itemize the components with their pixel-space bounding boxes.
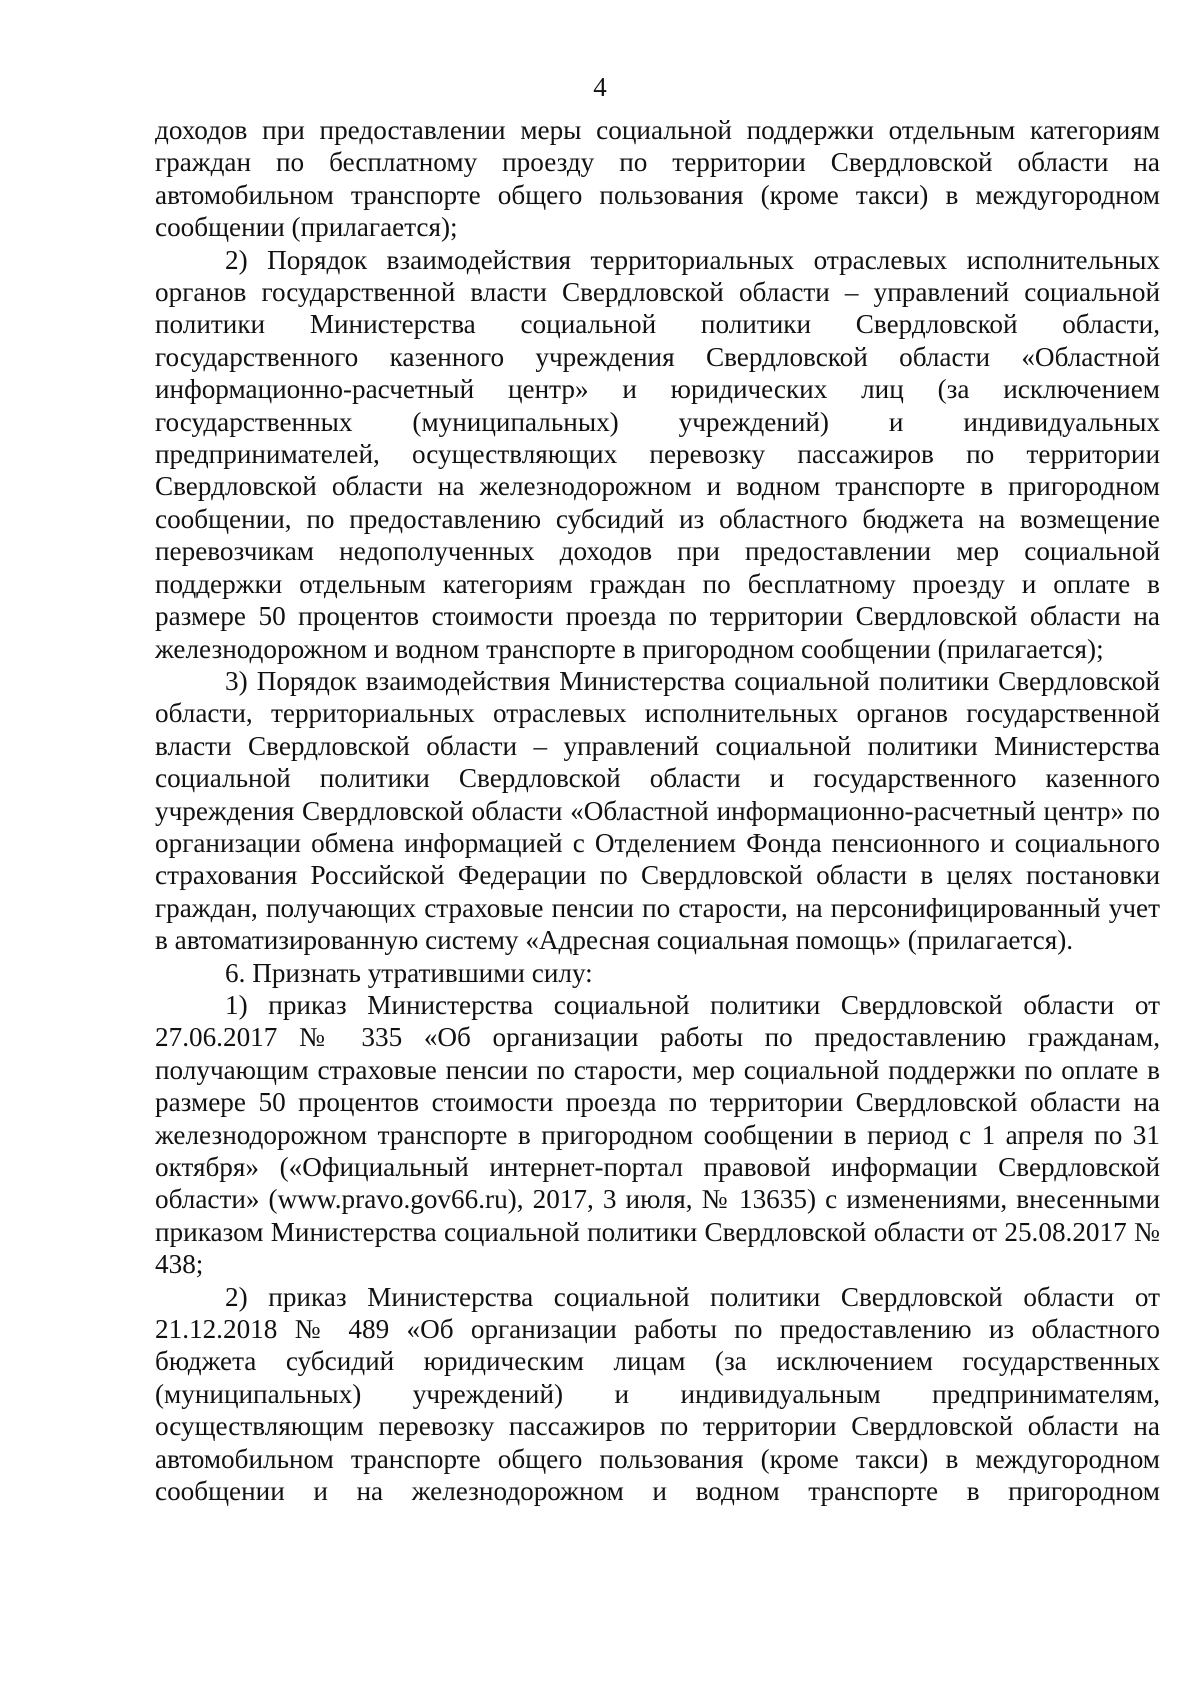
paragraph-continuation: доходов при предоставлении меры социальной поддержки отдельным категориям граждан по бесплатному проезду по территории Свердловской области на автомобильном транспорте общего пользования (кроме такси) в междугородном сообщении (прилагается);: [155, 115, 1160, 243]
page-number: 4: [593, 72, 607, 102]
paragraph-repeal-item-2: 2) приказ Министерства социальной политики Свердловской области от 21.12.2018 № 489 «Об организации работы по предоставлению из областного бюджета субсидий юридическим лицам (за исключением государственных (муниципальных) учреждений) и индивидуальным предпринимателям, осуществляющим перевозку пассажиров по территории Свердловской области на автомобильном транспорте общего пользования (кроме такси) в междугородном сообщении и на железнодорожном и водном транспорте в пригородном: [155, 1281, 1160, 1507]
paragraph-section-6: 6. Признать утратившими силу:: [225, 957, 593, 988]
paragraph-item-2: 2) Порядок взаимодействия территориальных отраслевых исполнительных органов государственной власти Свердловской области – управлений социальной политики Министерства социальной политики Свердловской области, государственного казенного учреждения Свердловской области «Областной информационно-расчетный центр» и юридических лиц (за исключением государственных (муниципальных) учреждений) и индивидуальных предпринимателей, осуществляющих перевозку пассажиров по территории Свердловской области на железнодорожном и водном транспорте в пригородном сообщении, по предоставлению субсидий из областного бюджета на возмещение перевозчикам недополученных доходов при предоставлении мер социальной поддержки отдельным категориям граждан по бесплатному проезду и оплате в размере 50 процентов стоимости проезда по территории Свердловской области на железнодорожном и водном транспорте в пригородном сообщении (прилагается);: [155, 244, 1160, 664]
paragraph-item-3: 3) Порядок взаимодействия Министерства социальной политики Свердловской области, территориальных отраслевых исполнительных органов государственной власти Свердловской области – управлений социальной политики Министерства социальной политики Свердловской области и государственного казенного учреждения Свердловской области «Областной информационно-расчетный центр» по организации обмена информацией с Отделением Фонда пенсионного и социального страхования Российской Федерации по Свердловской области в целях постановки граждан, получающих страховые пенсии по старости, на персонифицированный учет в автоматизированную систему «Адресная социальная помощь» (прилагается).: [155, 665, 1160, 956]
document-body: [155, 114, 1160, 1507]
paragraph-repeal-item-1: 1) приказ Министерства социальной политики Свердловской области от 27.06.2017 № 335 «Об организации работы по предоставлению гражданам, получающим страховые пенсии по старости, мер социальной поддержки по оплате в размере 50 процентов стоимости проезда по территории Свердловской области на железнодорожном транспорте в пригородном сообщении в период с 1 апреля по 31 октября» («Официальный интернет-портал правовой информации Свердловской области» (www.pravo.gov66.ru), 2017, 3 июля, № 13635) с изменениями, внесенными приказом Министерства социальной политики Свердловской области от 25.08.2017 № 438;: [155, 989, 1160, 1280]
